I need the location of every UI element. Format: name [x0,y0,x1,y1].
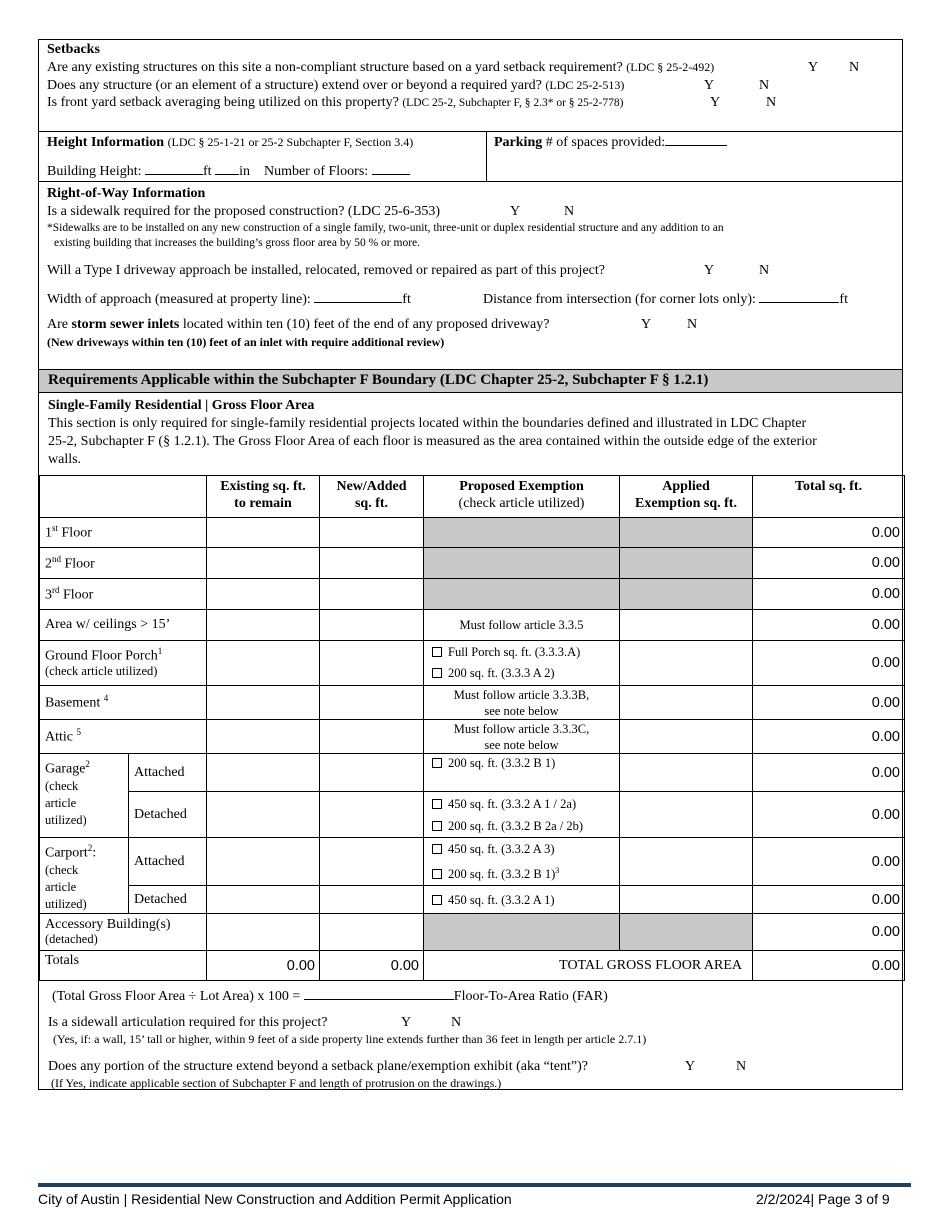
garage-detached-applied-input[interactable] [620,792,753,838]
carport-detached-options: 450 sq. ft. (3.3.2 A 1) [424,886,620,914]
carport-detached-total: 0.00 [753,886,905,914]
porch-applied-input[interactable] [620,641,753,686]
ceilings-new-input[interactable] [320,610,424,641]
ft-unit: ft [203,164,212,179]
garage-attached-options: 200 sq. ft. (3.3.2 B 1) [424,754,620,792]
floor-1-exemption-shaded [424,518,620,548]
header-existing: Existing sq. ft. to remain [207,476,320,518]
setback-question-2-ref: (LDC 25-2-513) [545,78,625,92]
gfa-desc-line-2: 25-2, Subchapter F (§ 1.2.1). The Gross Floor Area of each floor is measured as the area contained within the outside edge of the exterior [48,434,817,449]
distance-ft-unit: ft [839,292,848,307]
parking-label: # of spaces provided: [545,135,666,150]
sidewall-note: (Yes, if: a wall, 15’ tall or higher, within 9 feet of a side property line extends further than 36 feet in length per article 2.7.1) [53,1032,647,1046]
inlet-question-post: located within ten (10) feet of the end of any proposed driveway? [182,317,550,332]
header-new-added: New/Added sq. ft. [320,476,424,518]
carport-detached-label: Detached [129,886,207,914]
footer-rule [38,1183,911,1187]
carport-attached-applied-input[interactable] [620,838,753,886]
garage-attached-label: Attached [129,754,207,792]
setback-q2-yes[interactable]: Y [704,78,715,93]
permit-form-page [38,39,903,1090]
sidewall-question: Is a sidewall articulation required for this project? [48,1015,328,1030]
ceilings-exemption-note: Must follow article 3.3.5 [424,610,620,641]
ceilings-existing-input[interactable] [207,610,320,641]
row-label-floor-1: 1st Floor [40,518,207,548]
garage-detached-total: 0.00 [753,792,905,838]
setback-question-3-ref: (LDC 25-2, Subchapter F, § 2.3* or § 25-2-778) [402,97,624,109]
accessory-exemption-shaded [424,914,620,951]
setback-q1-yes[interactable]: Y [808,60,819,75]
garage-detached-new-input[interactable] [320,792,424,838]
row-label-basement: Basement $^4$ [40,686,207,720]
setback-question-2: Does any structure (or an element of a structure) extend over or beyond a required yard? [47,78,542,93]
floor-2-applied-shaded [620,548,753,579]
basement-new-input[interactable] [320,686,424,720]
far-formula: (Total Gross Floor Area ÷ Lot Area) x 100 = [52,989,301,1004]
height-title: Height Information [47,135,165,150]
attic-total: 0.00 [753,720,905,754]
tent-yes[interactable]: Y [685,1059,696,1074]
garage-attached-existing-input[interactable] [207,754,320,792]
table-header-row [40,476,905,518]
garage-detached-existing-input[interactable] [207,792,320,838]
driveway-yes[interactable]: Y [704,263,715,278]
row-label-totals: Totals [40,951,207,981]
inlet-question-pre: Are [47,317,68,332]
inlet-note: (New driveways within ten (10) feet of an inlet with require additional review) [47,335,445,349]
setbacks-section [39,40,902,132]
header-applied-exemption: Applied Exemption sq. ft. [620,476,753,518]
attic-new-input[interactable] [320,720,424,754]
width-of-approach-input[interactable] [314,290,402,303]
row-label-accessory: Accessory Building(s) (detached) [40,914,207,951]
total-gfa-label: TOTAL GROSS FLOOR AREA [424,951,753,981]
height-parking-section [39,132,902,182]
tent-note: (If Yes, indicate applicable section of Subchapter F and length of protrusion on the drawings.) [51,1076,502,1090]
carport-attached-450-checkbox[interactable] [432,844,442,854]
table-row-ceilings [40,610,905,641]
right-of-way-section [39,182,902,368]
inlet-question-bold: storm sewer inlets [71,317,180,332]
width-of-approach-label: Width of approach (measured at property line): [47,292,311,307]
far-input[interactable] [304,987,454,1000]
table-row-attic [40,720,905,754]
building-height-ft-input[interactable] [145,162,203,175]
accessory-new-input[interactable] [320,914,424,951]
subchapter-f-title: Requirements Applicable within the Subchapter F Boundary (LDC Chapter 25-2, Subchapter F § 1.2.1) [48,372,709,388]
building-height-label: Building Height: [47,164,142,179]
row-label-garage: Garage$^2$ (check article utilized) [40,754,129,838]
carport-detached-new-input[interactable] [320,886,424,914]
garage-detached-450-checkbox[interactable] [432,799,442,809]
attic-existing-input[interactable] [207,720,320,754]
table-row-accessory [40,914,905,951]
floor-3-applied-shaded [620,579,753,610]
porch-exemption-options: Full Porch sq. ft. (3.3.3.A) 200 sq. ft. (3.3.3 A 2) [424,641,620,686]
carport-attached-200-checkbox[interactable] [432,869,442,879]
inlet-yes[interactable]: Y [641,317,652,332]
garage-attached-new-input[interactable] [320,754,424,792]
floor-3-exemption-shaded [424,579,620,610]
garage-attached-200-checkbox[interactable] [432,758,442,768]
far-label: Floor-To-Area Ratio (FAR) [453,989,608,1004]
gfa-desc-line-1: This section is only required for single-family residential projects located within the boundaries defined and illustrated in LDC Chapter [48,416,807,431]
setback-question-1-ref: (LDC § 25-2-492) [626,60,715,74]
row-label-attic: Attic $^5$ [40,720,207,754]
sidewalk-no[interactable]: N [564,204,575,219]
sidewalk-yes[interactable]: Y [510,204,521,219]
header-blank [40,476,207,518]
footer-page-info: 2/2/2024| Page 3 of 9 [756,1191,890,1207]
setback-q2-no[interactable]: N [759,78,770,93]
setback-question-3: Is front yard setback averaging being utilized on this property? [47,95,399,110]
attic-applied-input[interactable] [620,720,753,754]
table-row-floor-3 [40,579,905,610]
distance-intersection-label: Distance from intersection (for corner lots only): [483,292,756,307]
setbacks-title: Setbacks [47,42,100,57]
tent-question: Does any portion of the structure extend beyond a setback plane/exemption exhibit (aka “tent”)? [48,1059,588,1074]
accessory-existing-input[interactable] [207,914,320,951]
number-of-floors-input[interactable] [372,162,410,175]
in-unit: in [239,164,250,179]
carport-attached-total: 0.00 [753,838,905,886]
inlet-no[interactable]: N [687,317,698,332]
gfa-desc-line-3: walls. [48,452,82,467]
carport-attached-new-input[interactable] [320,838,424,886]
garage-attached-total: 0.00 [753,754,905,792]
header-proposed-exemption: Proposed Exemption (check article utilized) [424,476,620,518]
number-of-floors-label: Number of Floors: [263,164,369,179]
setback-q1-no[interactable]: N [849,60,860,75]
setback-q3-no[interactable]: N [766,95,777,110]
carport-detached-applied-input[interactable] [620,886,753,914]
carport-attached-options: 450 sq. ft. (3.3.2 A 3) 200 sq. ft. (3.3.2 B 1)$^3$ [424,838,620,886]
table-row-basement [40,686,905,720]
building-height-in-input[interactable] [215,162,239,175]
footer-title: City of Austin | Residential New Construction and Addition Permit Application [38,1191,512,1207]
floor-1-total: 0.00 [753,518,905,548]
height-ref: (LDC § 25-1-21 or 25-2 Subchapter F, Section 3.4) [167,135,414,149]
total-gfa-value: 0.00 [753,951,905,981]
parking-title: Parking [494,135,543,150]
porch-200-checkbox[interactable] [432,668,442,678]
row-label-porch: Ground Floor Porch$^1$ (check article utilized) [40,641,207,686]
gfa-section-title: Single-Family Residential | Gross Floor Area [48,398,315,413]
floor-2-existing-input[interactable] [207,548,320,579]
floor-1-applied-shaded [620,518,753,548]
basement-existing-input[interactable] [207,686,320,720]
distance-intersection-input[interactable] [759,290,839,303]
table-row-floor-2 [40,548,905,579]
gfa-description [39,393,902,475]
header-total: Total sq. ft. [753,476,905,518]
basement-applied-input[interactable] [620,686,753,720]
floor-1-new-input[interactable] [320,518,424,548]
carport-attached-label: Attached [129,838,207,886]
row-title: Right-of-Way Information [47,186,206,201]
table-row-carport-detached [40,886,905,914]
accessory-total: 0.00 [753,914,905,951]
parking-spaces-input[interactable] [665,133,727,146]
floor-1-existing-input[interactable] [207,518,320,548]
driveway-no[interactable]: N [759,263,770,278]
row-label-floor-2: 2nd Floor [40,548,207,579]
row-label-floor-3: 3rd Floor [40,579,207,610]
setback-q3-yes[interactable]: Y [710,95,721,110]
garage-detached-200-checkbox[interactable] [432,821,442,831]
floor-2-new-input[interactable] [320,548,424,579]
porch-existing-input[interactable] [207,641,320,686]
carport-detached-existing-input[interactable] [207,886,320,914]
ceilings-total: 0.00 [753,610,905,641]
attic-exemption-note: Must follow article 3.3.3C, see note below [424,720,620,754]
far-section [39,977,902,1091]
table-row-floor-1 [40,518,905,548]
totals-new: 0.00 [320,951,424,981]
sidewalk-question: Is a sidewalk required for the proposed construction? (LDC 25-6-353) [47,204,441,219]
floor-3-new-input[interactable] [320,579,424,610]
totals-existing: 0.00 [207,951,320,981]
gross-floor-area-table [39,475,905,981]
garage-detached-options: 450 sq. ft. (3.3.2 A 1 / 2a) 200 sq. ft. (3.3.2 B 2a / 2b) [424,792,620,838]
row-label-ceilings: Area w/ ceilings > 15’ [40,610,207,641]
subchapter-f-band [39,369,902,393]
ceilings-applied-input[interactable] [620,610,753,641]
table-row-garage-detached [40,792,905,838]
table-row-garage-attached [40,754,905,792]
sidewalk-note-line-2: existing building that increases the building’s gross floor area by 50 % or more. [54,237,421,249]
tent-no[interactable]: N [736,1059,747,1074]
carport-attached-existing-input[interactable] [207,838,320,886]
table-row-carport-attached [40,838,905,886]
carport-detached-450-checkbox[interactable] [432,895,442,905]
porch-new-input[interactable] [320,641,424,686]
sidewall-yes[interactable]: Y [401,1015,412,1030]
porch-total: 0.00 [753,641,905,686]
table-row-porch [40,641,905,686]
garage-detached-label: Detached [129,792,207,838]
floor-3-total: 0.00 [753,579,905,610]
sidewalk-note-line-1: *Sidewalks are to be installed on any new construction of a single family, two-unit, three-unit or duplex residential structure and any addition to an [47,222,724,234]
driveway-question: Will a Type I driveway approach be installed, relocated, removed or repaired as part of this project? [47,263,605,278]
width-ft-unit: ft [402,292,411,307]
setback-question-1: Are any existing structures on this site a non-compliant structure based on a yard setback requirement? [47,60,623,75]
basement-exemption-note: Must follow article 3.3.3B, see note below [424,686,620,720]
sidewall-no[interactable]: N [451,1015,462,1030]
basement-total: 0.00 [753,686,905,720]
porch-full-checkbox[interactable] [432,647,442,657]
row-label-carport: Carport$^2$: (check article utilized) [40,838,129,914]
floor-3-existing-input[interactable] [207,579,320,610]
garage-attached-applied-input[interactable] [620,754,753,792]
accessory-applied-shaded [620,914,753,951]
floor-2-exemption-shaded [424,548,620,579]
floor-2-total: 0.00 [753,548,905,579]
